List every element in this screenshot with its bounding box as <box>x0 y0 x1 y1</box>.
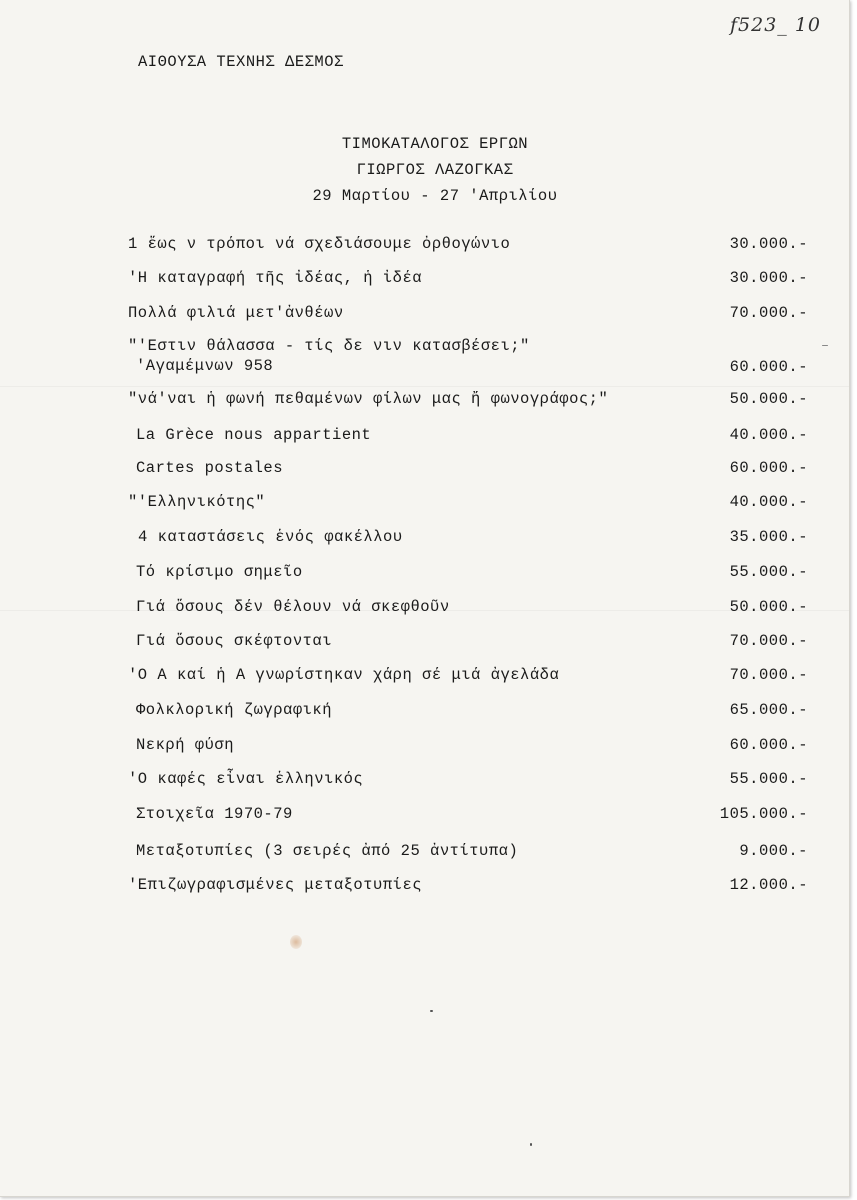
work-price: 55.000.- <box>729 770 808 788</box>
work-price: 9.000.- <box>739 842 808 860</box>
work-title: 'Ο Α καί ἡ Α γνωρίστηκαν χάρη σέ μιά ἀγελάδα <box>128 666 560 684</box>
work-price: 105.000.- <box>719 805 808 823</box>
work-title: Τό κρίσιμο σημεῖο <box>136 563 303 581</box>
work-price: 35.000.- <box>729 528 808 546</box>
work-price: 12.000.- <box>729 876 808 894</box>
artist-name: ΓΙΩΡΓΟΣ ΛΑΖΟΓΚΑΣ <box>356 161 514 179</box>
work-title: 'Επιζωγραφισμένες μεταξοτυπίες <box>128 876 423 894</box>
work-price: 30.000.- <box>729 269 808 287</box>
paper-speck <box>430 1010 433 1012</box>
work-title-line2: 'Αγαμέμνων 958 <box>136 357 274 375</box>
paper-speck <box>530 1143 532 1146</box>
work-price: 30.000.- <box>729 235 808 253</box>
work-price: 70.000.- <box>729 666 808 684</box>
exhibition-dates: 29 Μαρτίου - 27 'Απριλίου <box>312 187 558 205</box>
work-title: La Grèce nous appartient <box>136 426 372 444</box>
work-title: Μεταξοτυπίες (3 σειρές ἀπό 25 ἀντίτυπα) <box>136 842 519 860</box>
work-title: "'Ελληνικότης" <box>128 493 266 511</box>
work-price: 50.000.- <box>729 598 808 616</box>
work-price: 40.000.- <box>729 426 808 444</box>
work-title: 'Η καταγραφή τῆς ἰδέας, ἡ ἰδέα <box>128 269 423 287</box>
work-title: Φολκλορική ζωγραφική <box>136 701 333 719</box>
work-price: 60.000.- <box>729 459 808 477</box>
work-price: 55.000.- <box>729 563 808 581</box>
work-price: 70.000.- <box>729 632 808 650</box>
work-title: 1 ἕως ν τρόποι νά σχεδιάσουμε ὀρθογώνιο <box>128 235 511 253</box>
handwritten-archive-number: f523_ 10 <box>730 14 822 36</box>
price-list-title: ΤΙΜΟΚΑΤΑΛΟΓΟΣ ΕΡΓΩΝ <box>341 135 529 153</box>
work-title: Cartes postales <box>136 459 284 477</box>
paper-speck <box>822 345 828 346</box>
work-title: "νά'ναι ἡ φωνή πεθαμένων φίλων μας ἤ φωνογράφος;" <box>128 390 609 408</box>
work-title: Νεκρή φύση <box>136 736 235 754</box>
work-price: 70.000.- <box>729 304 808 322</box>
work-row <box>128 337 808 381</box>
paper-stain <box>290 935 302 949</box>
work-title: Γιά ὅσους σκέφτονται <box>136 632 333 650</box>
work-title: Γιά ὅσους δέν θέλουν νά σκεφθοῦν <box>136 598 450 616</box>
work-title: 'Ο καφές εἶναι ἑλληνικός <box>128 770 364 788</box>
gallery-name: ΑΙΘΟΥΣΑ ΤΕΧΝΗΣ ΔΕΣΜΟΣ <box>138 53 344 71</box>
work-price: 60.000.- <box>729 736 808 754</box>
work-title: Στοιχεῖα 1970-79 <box>136 805 293 823</box>
work-price: 65.000.- <box>729 701 808 719</box>
work-price: 60.000.- <box>729 358 808 376</box>
work-title: 4 καταστάσεις ἑνός φακέλλου <box>138 528 403 546</box>
work-price: 50.000.- <box>729 390 808 408</box>
work-title: Πολλά φιλιά μετ'ἀνθέων <box>128 304 344 322</box>
work-price: 40.000.- <box>729 493 808 511</box>
work-title: "'Εστιν θάλασσα - τίς δε νιν κατασβέσει;" <box>128 337 530 355</box>
